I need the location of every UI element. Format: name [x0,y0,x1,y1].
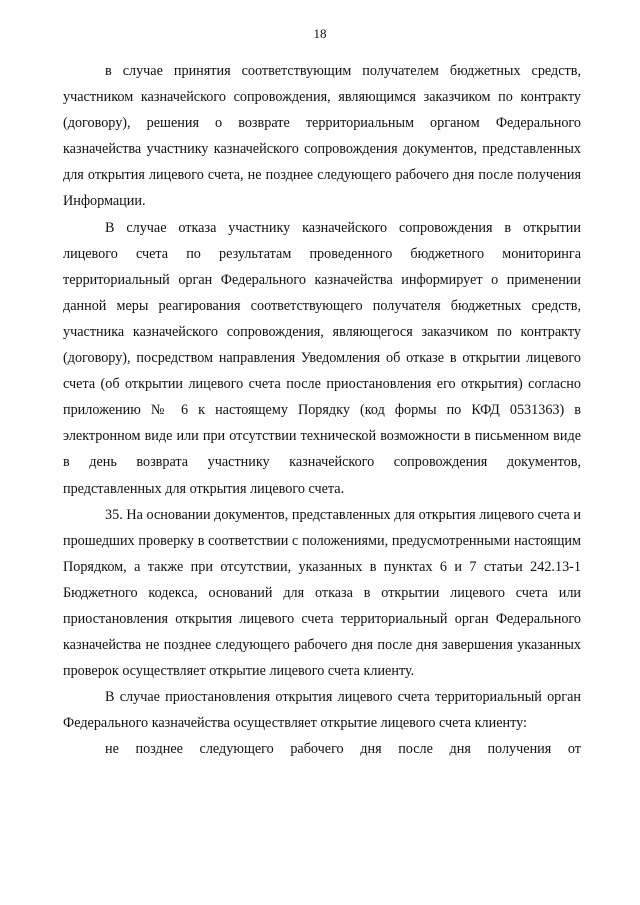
paragraph-1: в случае принятия соответствующим получателем бюджетных средств, участником казначейского сопровождения, являющимся заказчиком по контракту (договору), решения о возврате территориальным органом Федерального казначейства участнику казначейского сопровождения документов, представленных для открытия лицевого счета, не позднее следующего рабочего дня после получения Информации. [63,63,581,210]
paragraph-3: 35. На основании документов, представленных для открытия лицевого счета и прошедших проверку в соответствии с положениями, предусмотренными настоящим Порядком, а также при отсутствии, указанных в пунктах 6 и 7 статьи 242.13-1 Бюджетного кодекса, оснований для отказа в открытии лицевого счета или приостановления открытия лицевого счета территориальный орган Федерального казначейства не позднее следующего рабочего дня после дня завершения указанных проверок осуществляет открытие лицевого счета клиенту. [63,506,581,680]
paragraph-2: В случае отказа участнику казначейского сопровождения в открытии лицевого счета по результатам проведенного бюджетного мониторинга территориальный орган Федерального казначейства информирует о применении данной меры реагирования соответствующего получателя бюджетных средств, участника казначейского сопровождения, являющегося заказчиком по контракту (договору), посредством направления Уведомления об отказе в открытии лицевого счета (об открытии лицевого счета после приостановления его открытия) согласно приложению № 6 к настоящему Порядку (код формы по КФД 0531363) в электронном виде или при отсутствии технической возможности в письменном виде в день возврата участнику казначейского сопровождения документов, представленных для открытия лицевого счета. [63,219,581,497]
page-number: 18 [313,26,327,41]
paragraph-4: В случае приостановления открытия лицевого счета территориальный орган Федерального казначейства осуществляет открытие лицевого счета клиенту: [63,689,581,732]
paragraph-5: не позднее следующего рабочего дня после дня получения от [105,741,581,758]
document-body [63,58,581,763]
